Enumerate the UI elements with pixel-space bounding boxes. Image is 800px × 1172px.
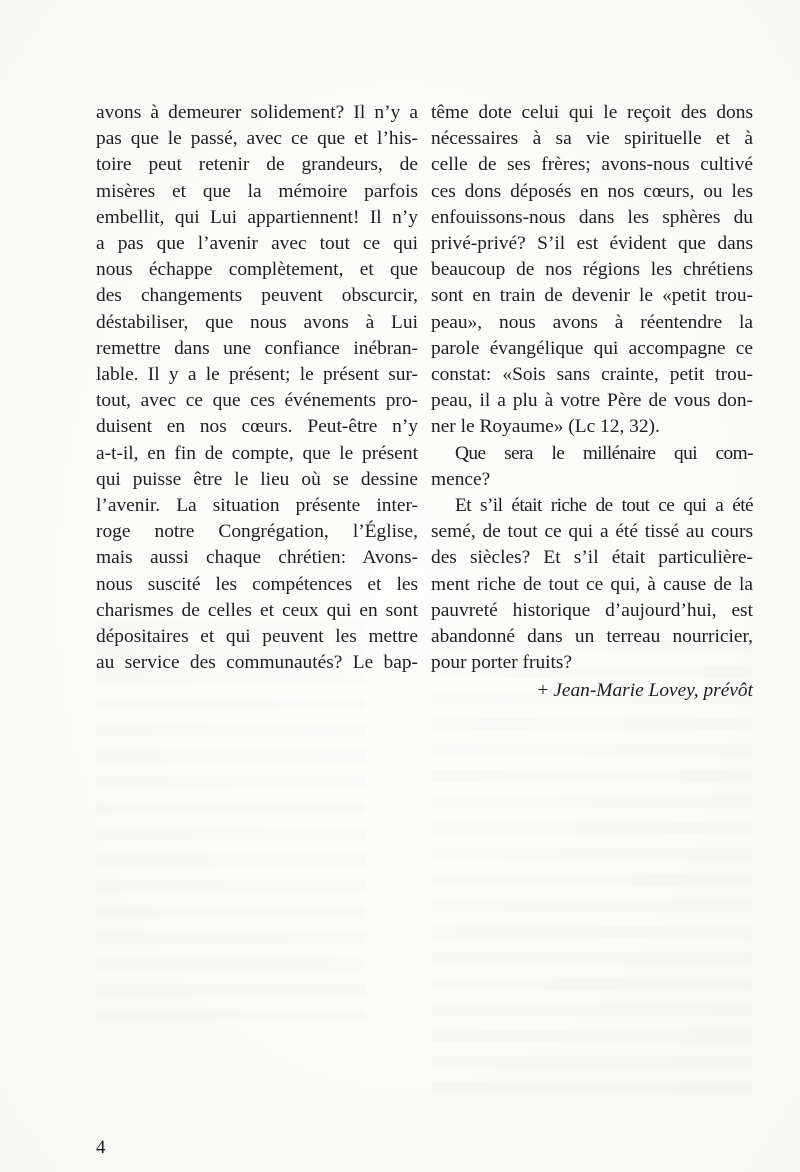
text-line: avons à demeurer solidement? Il n’y a xyxy=(96,102,418,123)
right-paragraph-3 xyxy=(431,493,753,676)
text-line: constat: «Sois sans crainte, petit trou- xyxy=(431,364,753,386)
text-line: a pas que l’avenir avec tout ce qui xyxy=(96,233,418,255)
text-line: peau, il a plu à votre Père de vous don- xyxy=(431,390,753,412)
text-line: nous échappe complètement, et que xyxy=(96,259,418,281)
text-line: nécessaires à sa vie spirituelle et à xyxy=(431,128,753,150)
text-line: roge notre Congrégation, l’Église, xyxy=(96,521,418,543)
text-line: celle de ses frères; avons-nous cultivé xyxy=(431,154,753,176)
cross-symbol: + xyxy=(537,680,549,702)
text-line: des changements peuvent obscurcir, xyxy=(96,285,418,307)
text-line: mence? xyxy=(431,468,491,490)
text-line: nous suscité les compétences et les xyxy=(96,573,418,595)
text-line: mais aussi chaque chrétien: Avons- xyxy=(96,547,418,569)
text-line: remettre dans une confiance inébran- xyxy=(96,337,418,359)
text-line: déstabiliser, que nous avons à Lui xyxy=(96,311,418,333)
show-through-texture xyxy=(432,640,752,1100)
text-line: parole évangélique qui accompagne ce xyxy=(431,337,753,359)
text-line: ces dons déposés en nos cœurs, ou les xyxy=(431,180,753,202)
signature-text: Jean-Marie Lovey, prévôt xyxy=(553,680,753,702)
text-line: au service des communautés? Le bap- xyxy=(96,652,418,674)
text-line: Et s’il était riche de tout ce qui a été xyxy=(455,495,753,517)
text-line: toire peut retenir de grandeurs, de xyxy=(96,154,418,176)
page-number: 4 xyxy=(96,1137,106,1158)
text-line: qui puisse être le lieu où se dessine xyxy=(96,468,418,490)
left-text-column xyxy=(96,100,418,676)
text-line: l’avenir. La situation présente inter- xyxy=(96,495,418,517)
text-line: privé-privé? S’il est évident que dans xyxy=(431,233,753,255)
text-line: dépositaires et qui peuvent les mettre xyxy=(96,626,418,648)
text-line: sont en train de devenir le «petit trou- xyxy=(431,285,753,307)
author-signature xyxy=(431,678,753,704)
text-line: beaucoup de nos régions les chrétiens xyxy=(431,259,753,281)
right-paragraph-2 xyxy=(431,441,753,493)
text-line: semé, de tout ce qui a été tissé au cours xyxy=(431,521,753,543)
text-line: ner le Royaume» (Lc 12, 32). xyxy=(431,416,660,438)
text-line: misères et que la mémoire parfois xyxy=(96,180,418,202)
text-line: pauvreté historique d’aujourd’hui, est xyxy=(431,599,753,621)
text-line: Que sera le millénaire qui com- xyxy=(455,442,753,464)
right-paragraph-1 xyxy=(431,100,753,441)
text-line: lable. Il y a le présent; le présent sur- xyxy=(96,364,418,386)
left-paragraph xyxy=(96,100,418,676)
text-line: enfouissons-nous dans les sphères du xyxy=(431,206,753,228)
text-line: charismes de celles et ceux qui en sont xyxy=(96,599,418,621)
text-line: ment riche de tout ce qui, à cause de la xyxy=(431,573,753,595)
text-line: a-t-il, en fin de compte, que le présent xyxy=(96,442,418,464)
text-line: peau», nous avons à réentendre la xyxy=(431,311,753,333)
text-line: tout, avec ce que ces événements pro- xyxy=(96,390,418,412)
text-line: embellit, qui Lui appartiennent! Il n’y xyxy=(96,206,418,228)
show-through-texture xyxy=(96,620,366,1020)
text-line: tême dote celui qui le reçoit des dons xyxy=(431,102,753,123)
text-line: abandonné dans un terreau nourricier, xyxy=(431,626,753,648)
text-line: pas que le passé, avec ce que et l’his- xyxy=(96,128,418,150)
right-text-column xyxy=(431,100,753,705)
text-line: duisent en nos cœurs. Peut-être n’y xyxy=(96,416,418,438)
text-line: des siècles? Et s’il était particulière- xyxy=(431,547,753,569)
text-line: pour porter fruits? xyxy=(431,652,573,674)
